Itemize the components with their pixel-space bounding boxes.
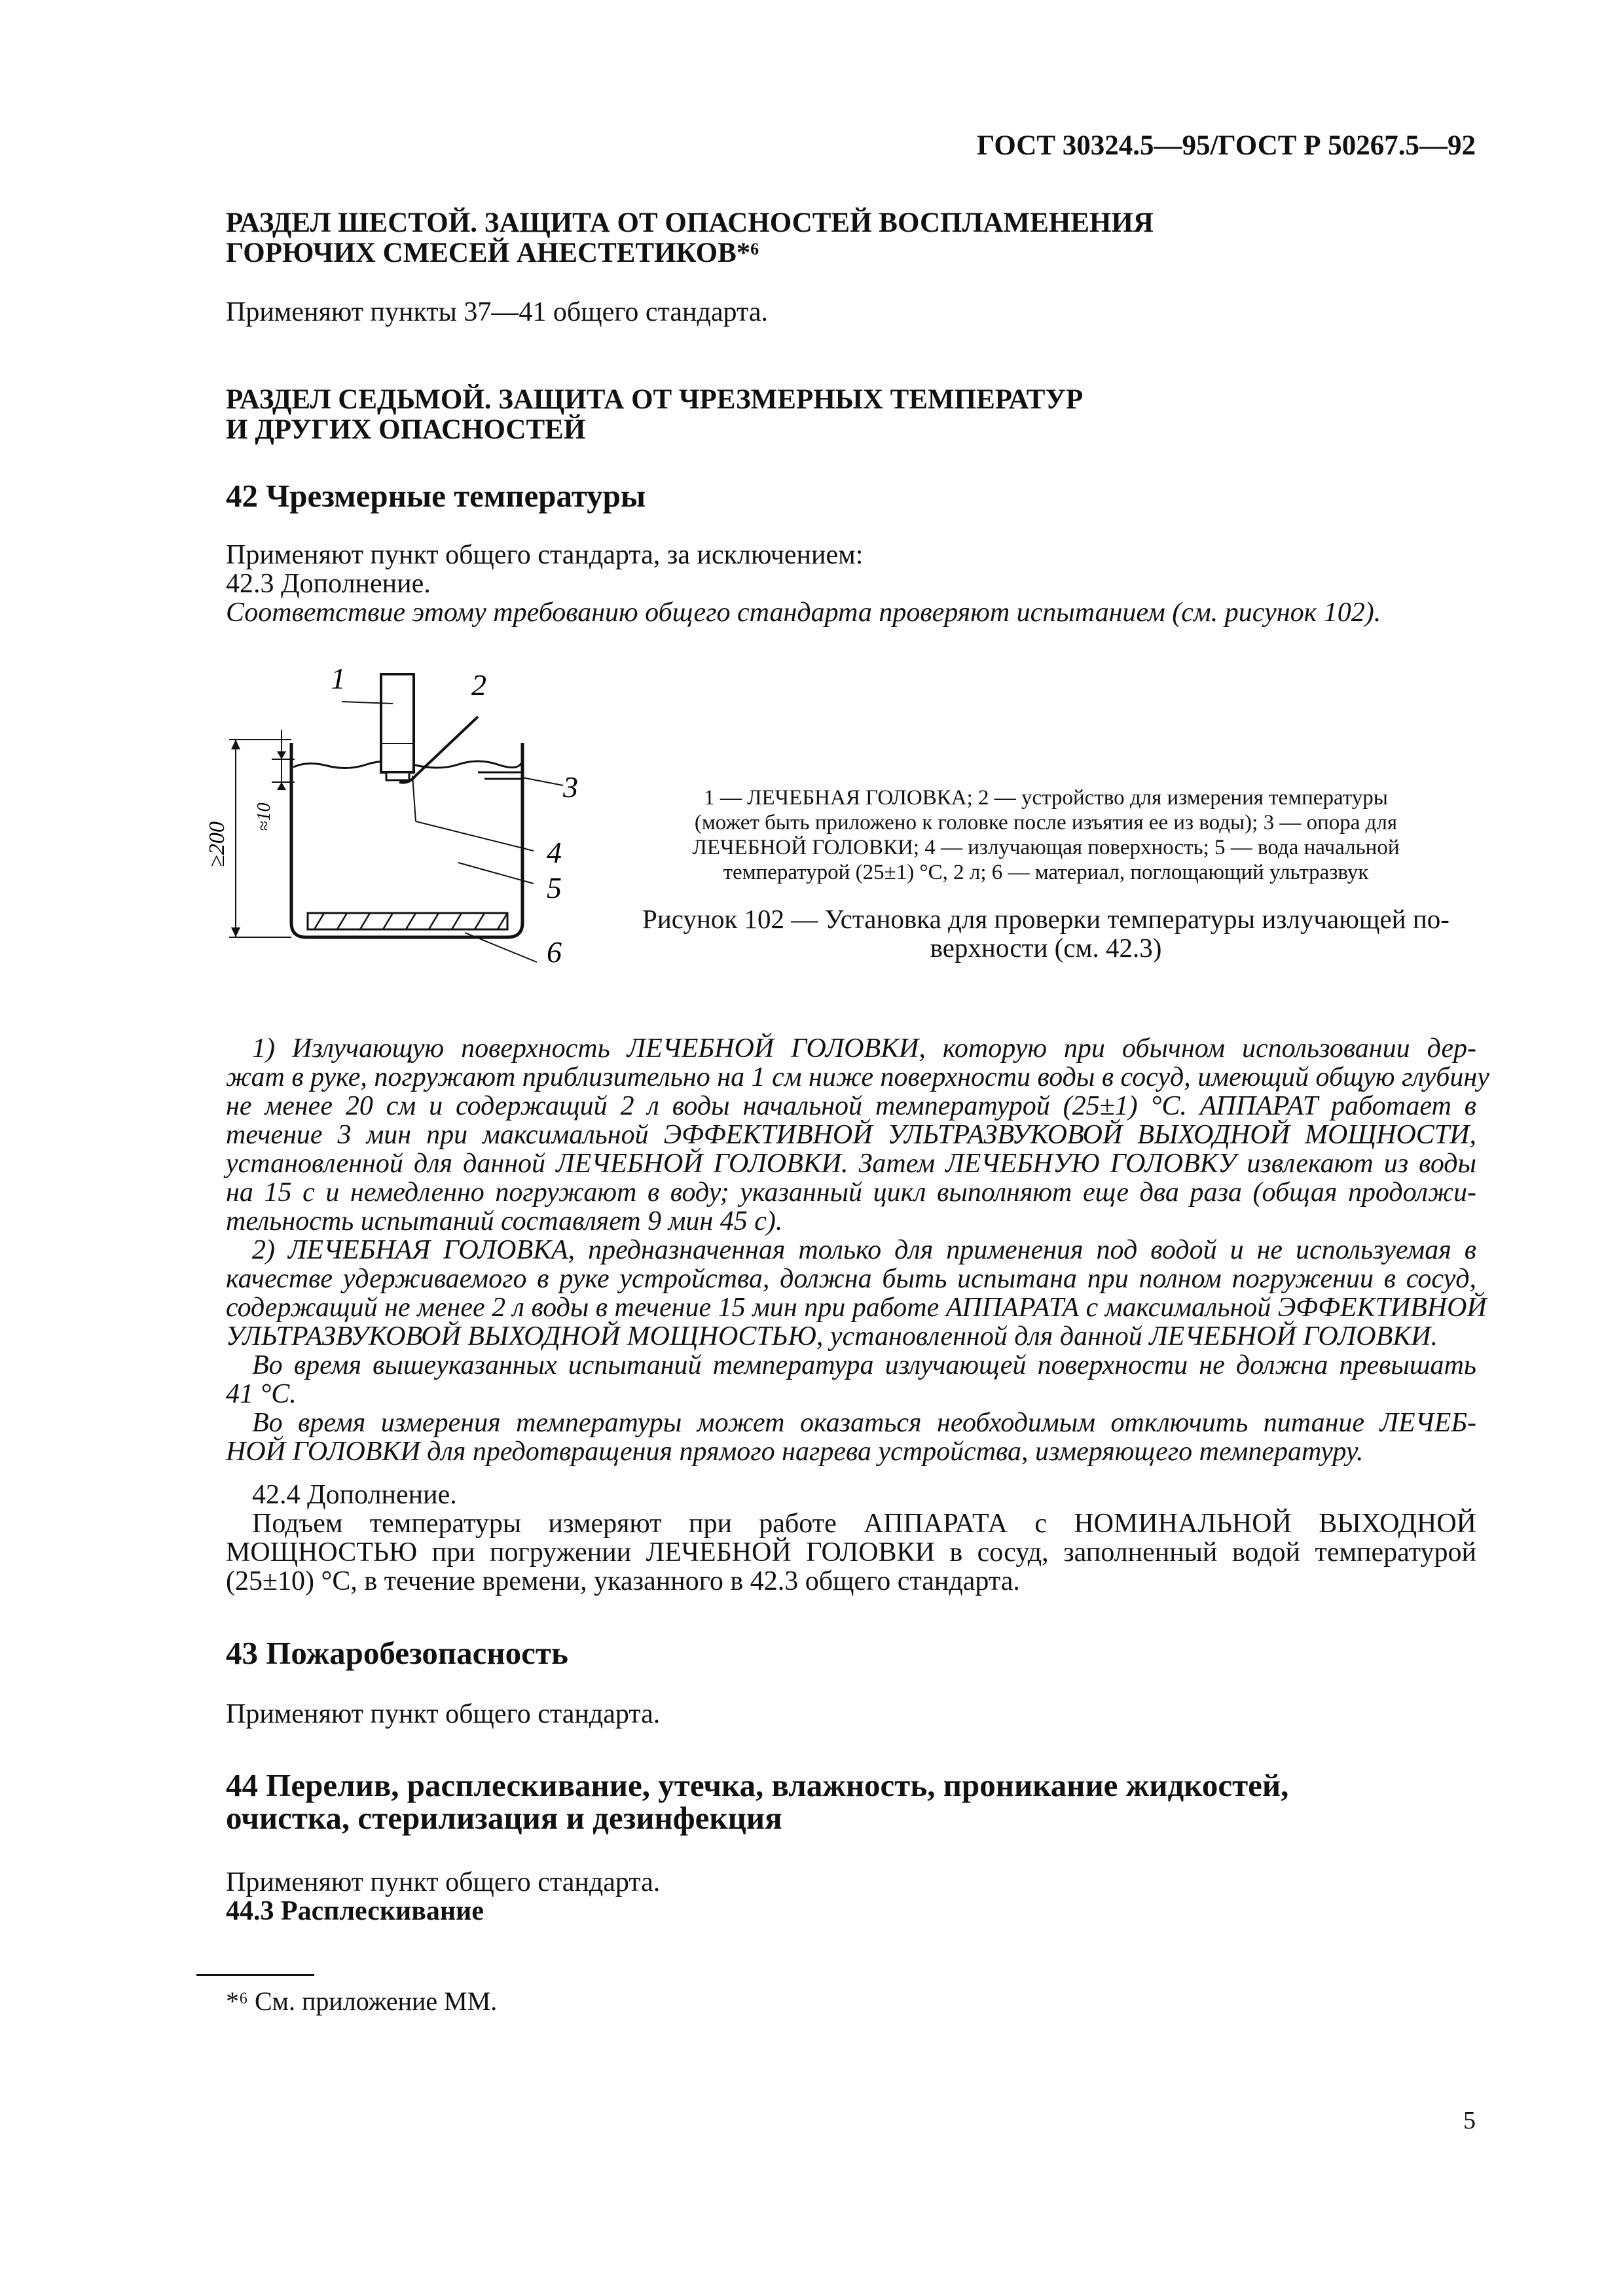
body-line: на 15 с и немедленно погружают в воду; указанный цикл выполняют еще два раза (общая продолжи- bbox=[226, 1177, 1476, 1208]
body-line: УЛЬТРАЗВУКОВОЙ ВЫХОДНОЙ МОЩНОСТЬЮ, установленной для данной ЛЕЧЕБНОЙ ГОЛОВКИ. bbox=[226, 1321, 1438, 1352]
clause-44-text: Применяют пункт общего стандарта. bbox=[226, 1867, 661, 1897]
body-line: качестве удерживаемого в руке устройства, должна быть испытана при полном погружении в сосуд, bbox=[226, 1264, 1476, 1294]
clause-43-heading: 43 Пожаробезопасность bbox=[226, 1635, 568, 1671]
footnote-text: *⁶ См. приложение ММ. bbox=[226, 1986, 498, 2016]
label-2: 2 bbox=[471, 668, 486, 702]
caption-line: верхности (см. 42.3) bbox=[930, 933, 1162, 963]
body-line: Во время измерения температуры может оказаться необходимым отключить питание ЛЕЧЕБ- bbox=[252, 1408, 1476, 1438]
caption-line: Рисунок 102 — Установка для проверки температуры излучающей по- bbox=[642, 904, 1450, 934]
legend-line: 1 — ЛЕЧЕБНАЯ ГОЛОВКА; 2 — устройство для измерения температуры bbox=[704, 786, 1388, 810]
legend-line: (может быть приложено к головке после изъятия ее из воды); 3 — опора для bbox=[694, 811, 1398, 834]
radiating-surface bbox=[386, 772, 409, 780]
document-header-code: ГОСТ 30324.5—95/ГОСТ Р 50267.5—92 bbox=[977, 130, 1476, 161]
body-line: не менее 20 см и содержащий 2 л воды начальной температурой (25±1) °С. АППАРАТ работает в bbox=[226, 1091, 1476, 1121]
clause-42-line2: 42.3 Дополнение. bbox=[226, 569, 431, 599]
body-line: 2) ЛЕЧЕБНАЯ ГОЛОВКА, предназначенная только для применения под водой и не используемая в bbox=[252, 1235, 1476, 1265]
label-4: 4 bbox=[547, 836, 562, 869]
section-6-title-line2: ГОРЮЧИХ СМЕСЕЙ АНЕСТЕТИКОВ*⁶ bbox=[226, 238, 759, 268]
body-line: содержащий не менее 2 л воды в течение 15 мин при работе АППАРАТА с максимальной ЭФФЕКТИВНОЙ bbox=[226, 1293, 1487, 1323]
body-line: 1) Излучающую поверхность ЛЕЧЕБНОЙ ГОЛОВКИ, которую при обычном использовании дер- bbox=[252, 1033, 1476, 1064]
legend-line: температурой (25±1) °С, 2 л; 6 — материал, поглощающий ультразвук bbox=[723, 861, 1369, 884]
clause-42-4-text bbox=[226, 1509, 1476, 1596]
vessel-left-wall bbox=[291, 743, 306, 937]
clause-44-heading-line1: 44 Перелив, расплескивание, утечка, влажность, проникание жидкостей, bbox=[226, 1767, 1289, 1803]
clause-42-body bbox=[226, 1033, 1489, 1467]
figure-caption bbox=[625, 905, 1467, 962]
clause-42-4-line: Подъем температуры измеряют при работе АППАРАТА с НОМИНАЛЬНОЙ ВЫХОДНОЙ bbox=[252, 1509, 1476, 1539]
clause-42-4-line: (25±10) °С, в течение времени, указанного в 42.3 общего стандарта. bbox=[226, 1566, 1020, 1596]
legend-line: ЛЕЧЕБНОЙ ГОЛОВКИ; 4 — излучающая поверхность; 5 — вода начальной bbox=[692, 836, 1400, 859]
clause-44-heading-line2: очистка, стерилизация и дезинфекция bbox=[226, 1800, 782, 1836]
figure-legend bbox=[625, 785, 1467, 885]
clause-42-4-line: МОЩНОСТЬЮ при погружении ЛЕЧЕБНОЙ ГОЛОВКИ в сосуд, заполненный водой температурой bbox=[226, 1537, 1476, 1568]
absorbing-material bbox=[308, 913, 507, 929]
body-line: НОЙ ГОЛОВКИ для предотвращения прямого нагрева устройства, измеряющего температуру. bbox=[226, 1437, 1364, 1467]
label-6: 6 bbox=[547, 935, 562, 969]
clause-42-heading: 42 Чрезмерные температуры bbox=[226, 478, 646, 514]
body-line: установленной для данной ЛЕЧЕБНОЙ ГОЛОВКИ. Затем ЛЕЧЕБНУЮ ГОЛОВКУ извлекают из воды bbox=[226, 1149, 1476, 1179]
section-6-text: Применяют пункты 37—41 общего стандарта. bbox=[226, 297, 769, 327]
footnote-separator bbox=[196, 1974, 314, 1976]
page-number: 5 bbox=[1463, 2107, 1476, 2134]
dim-total-label: ≥200 bbox=[205, 821, 229, 867]
dim-depth-label: ≈10 bbox=[254, 802, 274, 831]
label-1: 1 bbox=[331, 662, 346, 695]
body-line: тельность испытаний составляет 9 мин 45 с). bbox=[226, 1206, 783, 1236]
head-support bbox=[478, 772, 522, 779]
clause-42-4-title: 42.4 Дополнение. bbox=[252, 1480, 457, 1510]
section-7-title-line1: РАЗДЕЛ СЕДЬМОЙ. ЗАЩИТА ОТ ЧРЕЗМЕРНЫХ ТЕМПЕРАТУР bbox=[226, 384, 1084, 415]
section-6-title-line1: РАЗДЕЛ ШЕСТОЙ. ЗАЩИТА ОТ ОПАСНОСТЕЙ ВОСПЛАМЕНЕНИЯ bbox=[226, 207, 1154, 238]
body-line: Во время вышеуказанных испытаний температура излучающей поверхности не должна превышать bbox=[252, 1350, 1476, 1380]
figure-102-diagram bbox=[190, 655, 609, 969]
clause-42-line1: Применяют пункт общего стандарта, за исключением: bbox=[226, 540, 864, 570]
clause-44-3-subheading: 44.3 Расплескивание bbox=[226, 1896, 484, 1926]
treatment-head bbox=[381, 674, 414, 772]
body-line: течение 3 мин при максимальной ЭФФЕКТИВНОЙ УЛЬТРАЗВУКОВОЙ ВЫХОДНОЙ МОЩНОСТИ, bbox=[226, 1120, 1476, 1150]
clause-43-text: Применяют пункт общего стандарта. bbox=[226, 1699, 661, 1729]
label-3: 3 bbox=[563, 770, 578, 804]
label-5: 5 bbox=[547, 871, 562, 905]
section-7-title-line2: И ДРУГИХ ОПАСНОСТЕЙ bbox=[226, 414, 586, 445]
body-line: жат в руке, погружают приблизительно на 1 см ниже поверхности воды в сосуд, имеющий общую глубину bbox=[226, 1062, 1489, 1092]
body-line: 41 °С. bbox=[226, 1379, 297, 1409]
clause-42-line3: Соответствие этому требованию общего стандарта проверяют испытанием (см. рисунок 102). bbox=[226, 598, 1381, 628]
